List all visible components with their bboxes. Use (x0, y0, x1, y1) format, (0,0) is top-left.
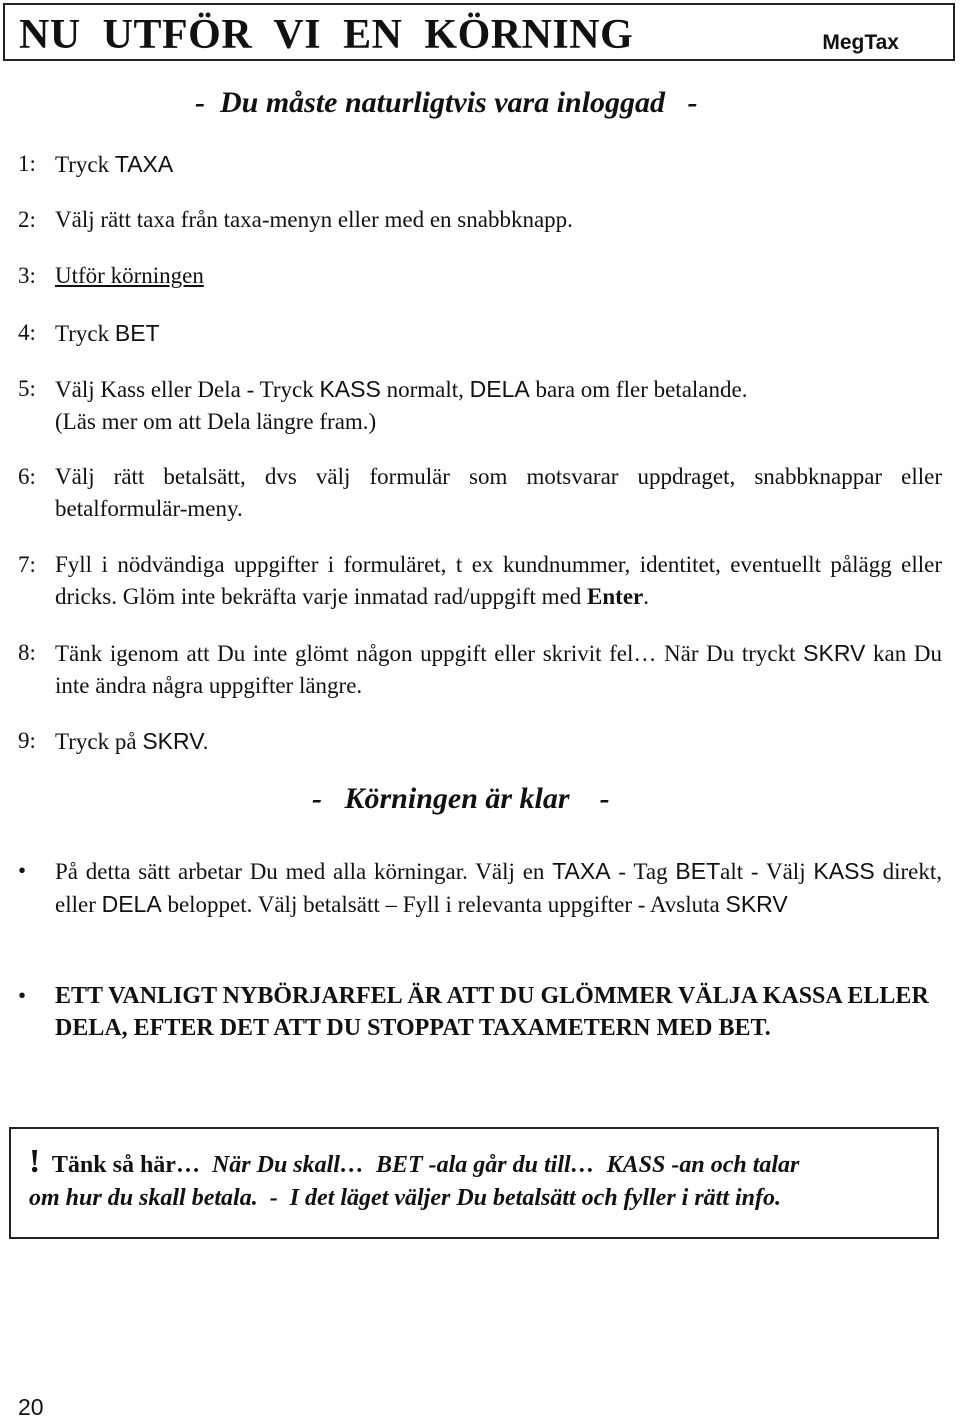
tip-line-1 (29, 1143, 799, 1181)
step-1 (18, 148, 942, 181)
login-note: - Du måste naturligtvis vara inloggad - (195, 86, 698, 119)
step-number: 4: (18, 320, 36, 345)
bullet-icon: • (18, 858, 27, 883)
key-taxa: TAXA (114, 151, 174, 177)
key-bet: BET (675, 858, 721, 884)
step-5 (18, 373, 942, 438)
step-text (55, 637, 942, 702)
step-number: 1: (18, 151, 36, 176)
key-kass: KASS (319, 376, 381, 402)
step-number: 3: (18, 263, 36, 288)
done-heading: - Körningen är klar - (312, 782, 610, 815)
summary-bullet (18, 855, 942, 921)
step-text (55, 260, 942, 292)
step-text-part: Tryck (55, 321, 115, 346)
step-text-part: Välj Kass eller Dela - Tryck (55, 377, 320, 402)
bullet-text-part: På detta sätt arbetar Du med alla körningar. Välj en (55, 859, 553, 884)
step-number: 7: (18, 552, 36, 577)
exclamation-icon: ! (29, 1143, 41, 1180)
step-text-part: normalt, (380, 377, 470, 402)
step-number: 2: (18, 207, 36, 232)
step-number: 9: (18, 728, 36, 753)
warning-bullet (18, 980, 942, 1044)
key-kass: KASS (813, 858, 875, 884)
step-text (55, 549, 942, 613)
key-dela: DELA (469, 376, 530, 402)
step-text-part: . (643, 584, 649, 609)
step-text (55, 317, 942, 350)
tip-text: När Du skall… BET -ala går du till… KASS -an och talar (199, 1152, 800, 1178)
bullet-text-part: direkt, eller (55, 859, 942, 917)
key-bet: BET (114, 320, 160, 346)
tip-line-2: om hur du skall betala. - I det läget väljer Du betalsätt och fyller i rätt info. (29, 1185, 782, 1211)
step-text-part: Fyll i nödvändiga uppgifter i formuläret, t ex kundnummer, identitet, eventuellt pålägg eller dricks. Glöm inte bekräfta varje inmatad rad/uppgift med (55, 552, 942, 609)
tip-box (9, 1127, 939, 1239)
step-text-part: bara om fler betalande. (529, 377, 748, 402)
bullet-text (55, 855, 942, 921)
link-utfor-korningen[interactable]: Utför körningen (55, 263, 204, 288)
tip-lead: Tänk så här… (40, 1152, 200, 1178)
page-header (3, 3, 955, 61)
step-4 (18, 317, 942, 350)
step-text (55, 373, 942, 438)
step-6 (18, 461, 942, 525)
bullet-text-part: alt - Välj (720, 859, 814, 884)
brand-label: MegTax (822, 31, 899, 54)
step-number: 6: (18, 464, 36, 489)
key-taxa: TAXA (552, 858, 611, 884)
key-skrv: SKRV. (142, 728, 209, 754)
step-number: 8: (18, 640, 36, 665)
step-text (55, 148, 942, 181)
step-text-part: (Läs mer om att Dela längre fram.) (55, 409, 377, 434)
step-text: Välj rätt taxa från taxa-menyn eller med en snabbknapp. (55, 207, 573, 232)
key-enter: Enter (587, 584, 644, 609)
step-text-part: kan Du inte ändra några uppgifter längre. (55, 641, 942, 698)
bullet-icon: • (18, 983, 27, 1008)
key-skrv: SKRV (803, 640, 866, 666)
step-3 (18, 260, 942, 292)
step-8 (18, 637, 942, 702)
step-7 (18, 549, 942, 613)
step-text-part: Tryck (55, 152, 115, 177)
step-number: 5: (18, 376, 36, 401)
page-title: NU UTFÖR VI EN KÖRNING (19, 12, 634, 58)
step-2 (18, 204, 942, 236)
bullet-text-part: beloppet. Välj betalsätt – Fyll i relevanta uppgifter - Avsluta (161, 892, 726, 917)
warning-text: ETT VANLIGT NYBÖRJARFEL ÄR ATT DU GLÖMMER VÄLJA KASSA ELLER DELA, EFTER DET ATT DU STOPPAT TAXAMETERN MED BET. (55, 983, 929, 1041)
step-text: Välj rätt betalsätt, dvs välj formulär som motsvarar uppdraget, snabbknappar eller betalformulär-meny. (55, 464, 942, 521)
step-text-part: Tryck på (55, 729, 143, 754)
step-text (55, 725, 942, 758)
step-9 (18, 725, 942, 758)
key-dela: DELA (101, 891, 162, 917)
page-number: 20 (18, 1394, 44, 1420)
step-text-part: Tänk igenom att Du inte glömt någon uppgift eller skrivit fel… När Du tryckt (55, 641, 804, 666)
bullet-text-part: - Tag (610, 859, 676, 884)
key-skrv: SKRV (725, 891, 788, 917)
